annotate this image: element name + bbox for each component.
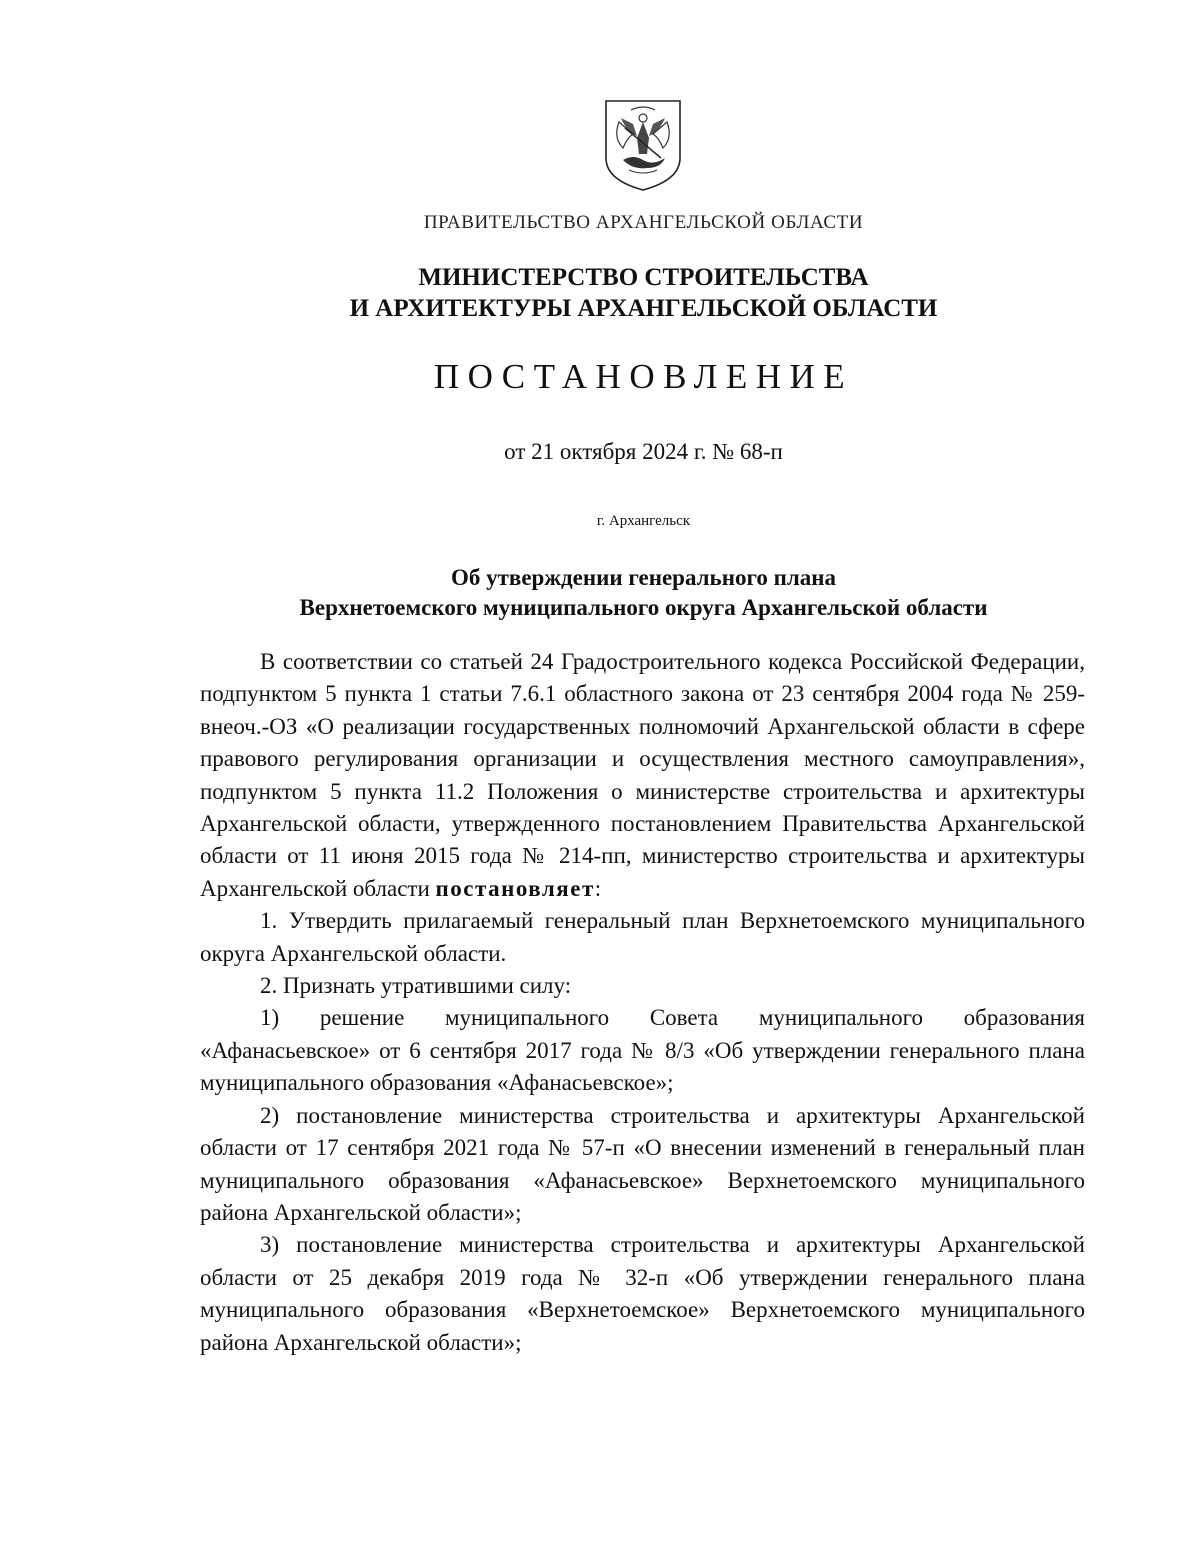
document-type: ПОСТАНОВЛЕНИЕ [433, 357, 854, 396]
document-title-line1: Об утверждении генерального плана [450, 565, 837, 590]
document-city: г. Архангельск [596, 513, 691, 529]
ministry-name [0, 262, 1200, 324]
document-title-line2: Верхнетоемского муниципального округа Архангельской области [299, 595, 988, 620]
item-1-paragraph: 1. Утвердить прилагаемый генеральный план Верхнетоемского муниципального округа Архангельской области. [200, 908, 1085, 966]
item-2-paragraph: 2. Признать утратившими силу: [260, 973, 572, 999]
subitem-3-paragraph: 3) постановление министерства строительства и архитектуры Архангельской области от 25 декабря 2019 года № 32-п «Об утверждении генерального плана муниципального образования «Верхнетоемское» Верхнетоемского муниципального района Архангельской области»; [200, 1232, 1085, 1355]
arkhangelsk-coat-of-arms-icon [603, 98, 683, 192]
document-date-number: от 21 октября 2024 г. № 68-п [504, 439, 783, 464]
government-name: ПРАВИТЕЛЬСТВО АРХАНГЕЛЬСКОЙ ОБЛАСТИ [423, 212, 864, 233]
preamble-text: В соответствии со статьей 24 Градостроительного кодекса Российской Федерации, подпунктом 5 пункта 1 статьи 7.6.1 областного закона от 23 сентября 2004 года № 259-внеоч.-ОЗ «О реализации государственных полномочий Архангельской области в сфере правового регулирования организации и осуществления местного самоуправления», подпунктом 5 пункта 11.2 Положения о министерстве строительства и архитектуры Архангельской области, утвержденного постановлением Правительства Архангельской области от 11 июня 2015 года № 214-пп, министерство строительства и архитектуры Архангельской области [200, 649, 1085, 901]
ministry-name-line2: И АРХИТЕКТУРЫ АРХАНГЕЛЬСКОЙ ОБЛАСТИ [349, 295, 938, 322]
document-body [200, 646, 1085, 1359]
subitem-1-paragraph: 1) решение муниципального Совета муниципального образования «Афанасьевское» от 6 сентября 2017 года № 8/3 «Об утверждении генерального плана муниципального образования «Афанасьевское»; [200, 1005, 1085, 1096]
ministry-name-line1: МИНИСТЕРСТВО СТРОИТЕЛЬСТВА [418, 264, 869, 291]
decree-word: постановляет [435, 875, 595, 901]
subitem-2-paragraph: 2) постановление министерства строительства и архитектуры Архангельской области от 17 сентября 2021 года № 57-п «О внесении изменений в генеральный план муниципального образования «Афанасьевское» Верхнетоемского муниципального района Архангельской области»; [200, 1102, 1085, 1225]
decree-colon: : [594, 875, 602, 901]
preamble-paragraph [200, 646, 1085, 905]
document-title [0, 563, 1200, 623]
